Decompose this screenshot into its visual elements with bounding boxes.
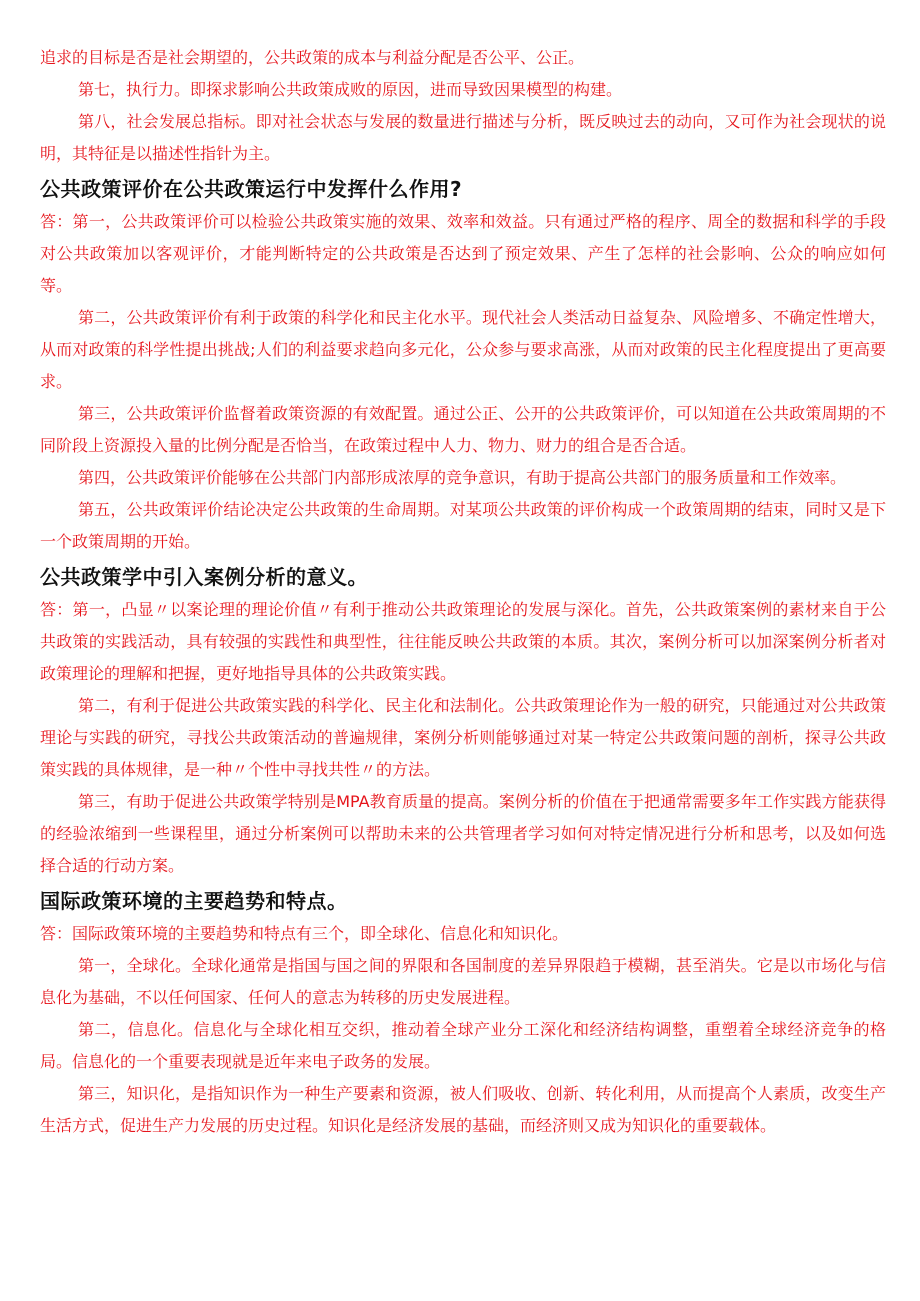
list-item-seventh: 第七，执行力。即探求影响公共政策成败的原因，进而导致因果模型的构建。 [78, 80, 623, 99]
answer-paragraph: 答：第一，公共政策评价可以检验公共政策实施的效果、效率和效益。只有通过严格的程序、周全的数据和科学的手段对公共政策加以客观评价，才能判断特定的公共政策是否达到了预定效果、产生了怎样的社会影响、公众的响应如何等。 [40, 212, 886, 295]
question-heading-international-environment: 国际政策环境的主要趋势和特点。 [40, 889, 348, 913]
answer-paragraph: 第五，公共政策评价结论决定公共政策的生命周期。对某项公共政策的评价构成一个政策周期的结束，同时又是下一个政策周期的开始。 [40, 500, 886, 551]
answer-paragraph: 第二，有利于促进公共政策实践的科学化、民主化和法制化。公共政策理论作为一般的研究，只能通过对公共政策理论与实践的研究，寻找公共政策活动的普遍规律，案例分析则能够通过对某一特定公共政策问题的剖析，探寻公共政策实践的具体规律，是一种〃个性中寻找共性〃的方法。 [40, 696, 886, 779]
answer-paragraph: 第三，公共政策评价监督着政策资源的有效配置。通过公正、公开的公共政策评价，可以知道在公共政策周期的不同阶段上资源投入量的比例分配是否恰当，在政策过程中人力、物力、财力的组合是否合适。 [40, 404, 886, 455]
question-heading-case-analysis: 公共政策学中引入案例分析的意义。 [40, 565, 368, 589]
question-heading-evaluation-role: 公共政策评价在公共政策运行中发挥什么作用? [40, 177, 463, 201]
answer-paragraph: 答：第一，凸显〃以案论理的理论价值〃有利于推动公共政策理论的发展与深化。首先，公共政策案例的素材来自于公共政策的实践活动，具有较强的实践性和典型性，往往能反映公共政策的本质。其次，案例分析可以加深案例分析者对政策理论的理解和把握，更好地指导具体的公共政策实践。 [40, 600, 886, 683]
answer-paragraph: 第四，公共政策评价能够在公共部门内部形成浓厚的竞争意识，有助于提高公共部门的服务质量和工作效率。 [78, 468, 847, 487]
answer-paragraph: 第二，信息化。信息化与全球化相互交织，推动着全球产业分工深化和经济结构调整，重塑着全球经济竞争的格局。信息化的一个重要表现就是近年来电子政务的发展。 [40, 1020, 886, 1071]
answer-paragraph: 第三，有助于促进公共政策学特别是MPA教育质量的提高。案例分析的价值在于把通常需要多年工作实践方能获得的经验浓缩到一些课程里，通过分析案例可以帮助未来的公共管理者学习如何对特定情况进行分析和思考，以及如何选择合适的行动方案。 [40, 792, 886, 875]
answer-paragraph: 第一，全球化。全球化通常是指国与国之间的界限和各国制度的差异界限趋于模糊，甚至消失。它是以市场化与信息化为基础，不以任何国家、任何人的意志为转移的历史发展进程。 [40, 956, 886, 1007]
answer-paragraph: 第三，知识化，是指知识作为一种生产要素和资源，被人们吸收、创新、转化利用，从而提高个人素质，改变生产生活方式，促进生产力发展的历史过程。知识化是经济发展的基础，而经济则又成为知识化的重要载体。 [40, 1084, 886, 1135]
list-item-eighth: 第八，社会发展总指标。即对社会状态与发展的数量进行描述与分析，既反映过去的动向，又可作为社会现状的说明，其特征是以描述性指针为主。 [40, 112, 886, 163]
answer-paragraph: 第二，公共政策评价有利于政策的科学化和民主化水平。现代社会人类活动日益复杂、风险增多、不确定性增大，从而对政策的科学性提出挑战;人们的利益要求趋向多元化，公众参与要求高涨，从而对政策的民主化程度提出了更高要求。 [40, 308, 886, 391]
continued-paragraph: 追求的目标是否是社会期望的，公共政策的成本与利益分配是否公平、公正。 [40, 48, 585, 67]
document-page [40, 42, 886, 1142]
answer-paragraph: 答：国际政策环境的主要趋势和特点有三个，即全球化、信息化和知识化。 [40, 924, 569, 943]
